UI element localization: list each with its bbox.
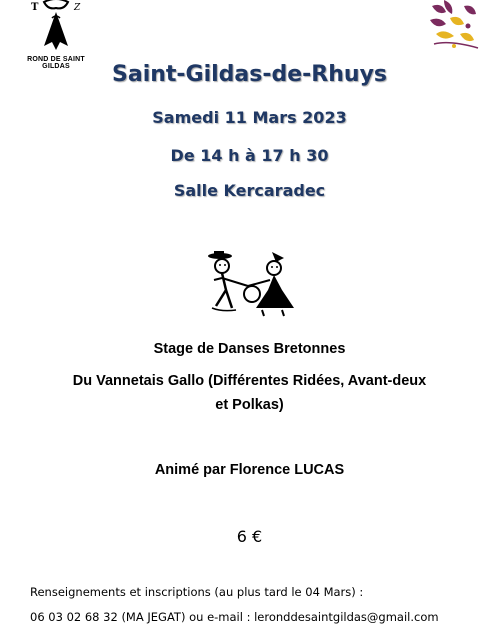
dancers-illustration [202,250,298,318]
price: 6 € [236,527,263,546]
dance-styles-line2: et Polkas) [215,397,284,413]
stage-title: Stage de Danses Bretonnes [153,341,346,357]
dance-styles-line1: Du Vannetais Gallo (Différentes Ridées, Avant-deux [72,373,427,389]
animator: Animé par Florence LUCAS [154,462,345,478]
event-hours: De 14 h à 17 h 30 [170,146,329,165]
triskell-logo-icon [30,0,82,54]
event-date: Samedi 11 Mars 2023 [152,108,347,127]
breton-dancers-icon [202,250,298,318]
contact-info-line2: 06 03 02 68 32 (MA JEGAT) ou e-mail : leronddesaintgildas@gmail.com [30,610,439,624]
event-town: Saint-Gildas-de-Rhuys [112,62,387,87]
logo-letter-right: Z [74,3,81,13]
contact-info-line1: Renseignements et inscriptions (au plus tard le 04 Mars) : [30,585,364,599]
event-venue: Salle Kercaradec [173,181,326,200]
logo-caption: ROND DE SAINT GILDAS [27,56,85,70]
floral-corner-icon [424,0,484,54]
floral-corner [424,0,484,54]
logo-letter-left: T [31,2,39,13]
